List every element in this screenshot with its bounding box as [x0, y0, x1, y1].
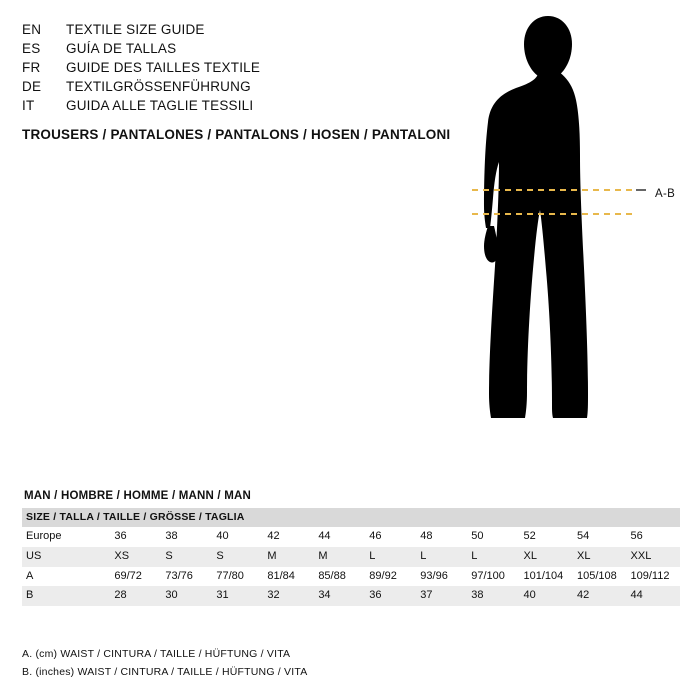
table-cell: L	[467, 547, 519, 567]
table-cell: S	[161, 547, 212, 567]
language-code: FR	[22, 60, 41, 75]
language-row	[22, 79, 492, 94]
table-cell: XXL	[627, 547, 680, 567]
table-cell: 69/72	[110, 567, 161, 587]
table-group-title: MAN / HOMBRE / HOMME / MANN / MAN	[24, 490, 252, 502]
table-cell: 36	[110, 527, 161, 547]
table-cell: 93/96	[416, 567, 467, 587]
table-cell: L	[416, 547, 467, 567]
table-cell: 81/84	[263, 567, 314, 587]
garment-type-title: TROUSERS / PANTALONES / PANTALONS / HOSEN / PANTALONI	[22, 127, 451, 142]
table-row	[22, 586, 680, 606]
table-row	[22, 567, 680, 587]
language-title: GUIDA ALLE TAGLIE TESSILI	[66, 98, 254, 113]
footnotes-block	[22, 648, 582, 684]
language-row	[22, 22, 492, 37]
language-code: DE	[22, 79, 42, 94]
table-cell: M	[314, 547, 365, 567]
row-label: US	[22, 547, 110, 567]
table-cell: 89/92	[365, 567, 416, 587]
table-cell: 38	[467, 586, 519, 606]
table-cell: 85/88	[314, 567, 365, 587]
language-title: GUÍA DE TALLAS	[66, 41, 177, 56]
row-label: A	[22, 567, 110, 587]
table-header-row	[22, 508, 680, 527]
table-cell: 32	[263, 586, 314, 606]
table-cell: 42	[263, 527, 314, 547]
footnote-b: B. (inches) WAIST / CINTURA / TAILLE / HÜFTUNG / VITA	[22, 666, 308, 678]
table-cell: 36	[365, 586, 416, 606]
table-cell: 50	[467, 527, 519, 547]
table-header-label: SIZE / TALLA / TAILLE / GRÖSSE / TAGLIA	[22, 508, 680, 527]
language-code: EN	[22, 22, 42, 37]
table-cell: 54	[573, 527, 627, 547]
table-cell: 73/76	[161, 567, 212, 587]
language-row	[22, 41, 492, 56]
table-cell: 40	[212, 527, 263, 547]
table-cell: 44	[627, 586, 680, 606]
table-cell: 77/80	[212, 567, 263, 587]
table-cell: XL	[520, 547, 574, 567]
table-cell: M	[263, 547, 314, 567]
table-cell: S	[212, 547, 263, 567]
table-cell: 52	[520, 527, 574, 547]
table-row	[22, 527, 680, 547]
table-cell: 38	[161, 527, 212, 547]
table-cell: 42	[573, 586, 627, 606]
table-cell: 37	[416, 586, 467, 606]
table-cell: 46	[365, 527, 416, 547]
table-cell: 48	[416, 527, 467, 547]
table-cell: 105/108	[573, 567, 627, 587]
table-cell: 28	[110, 586, 161, 606]
header-block	[22, 22, 492, 142]
language-title: TEXTILGRÖSSENFÜHRUNG	[66, 79, 251, 94]
language-code: ES	[22, 41, 41, 56]
row-label: B	[22, 586, 110, 606]
table-cell: 30	[161, 586, 212, 606]
table-cell: 109/112	[627, 567, 680, 587]
table-cell: 56	[627, 527, 680, 547]
figure-illustration	[440, 8, 690, 468]
table-cell: XL	[573, 547, 627, 567]
size-table	[22, 508, 680, 606]
table-row	[22, 547, 680, 567]
language-title: GUIDE DES TAILLES TEXTILE	[66, 60, 261, 75]
language-code: IT	[22, 98, 35, 113]
footnote-a: A. (cm) WAIST / CINTURA / TAILLE / HÜFTUNG / VITA	[22, 648, 291, 660]
size-table-section	[22, 490, 680, 606]
language-title: TEXTILE SIZE GUIDE	[66, 22, 205, 37]
row-label: Europe	[22, 527, 110, 547]
table-cell: XS	[110, 547, 161, 567]
table-cell: 31	[212, 586, 263, 606]
table-cell: 97/100	[467, 567, 519, 587]
language-row	[22, 98, 492, 113]
table-cell: 101/104	[520, 567, 574, 587]
table-cell: L	[365, 547, 416, 567]
measure-label-ab: A-B	[655, 188, 676, 200]
table-cell: 40	[520, 586, 574, 606]
language-row	[22, 60, 492, 75]
table-cell: 44	[314, 527, 365, 547]
male-figure-silhouette-icon	[440, 8, 690, 468]
table-cell: 34	[314, 586, 365, 606]
